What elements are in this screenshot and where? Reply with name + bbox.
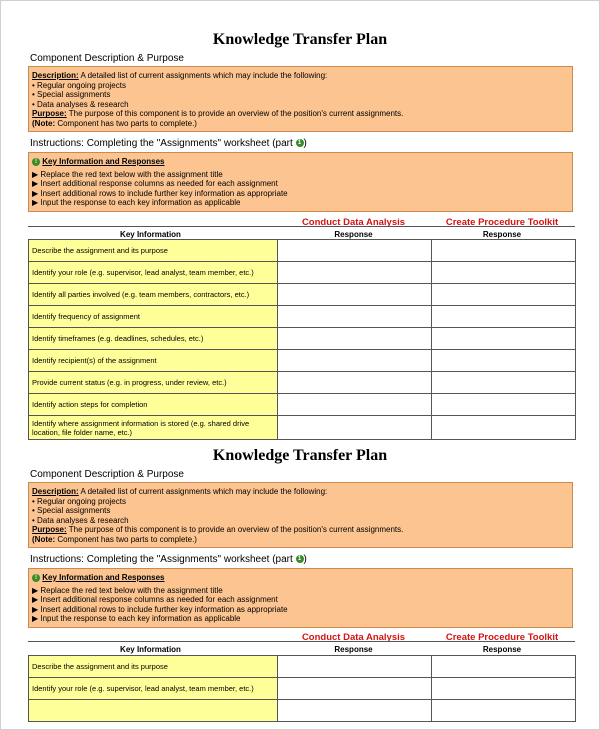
row-label: Identify where assignment information is stored (e.g. shared drive location, file folder name, etc.) [29, 416, 278, 440]
row-label: Identify frequency of assignment [29, 306, 278, 328]
key-info-box [28, 152, 573, 212]
description-box [28, 66, 573, 132]
description-box: Description: A detailed list of current assignments which may include the following: • Regular ongoing projects • Special assignments • Data analyses & research Purpose: The purpose of this component is to provide an overview of the position's current assignments. (Note: Component has two parts to complete.) [28, 482, 573, 548]
row-label: Identify action steps for completion [29, 394, 278, 416]
row-label: Describe the assignment and its purpose [29, 240, 278, 262]
response-cell[interactable] [432, 372, 576, 394]
response-cell[interactable] [278, 306, 432, 328]
col-key-information: Key Information [120, 645, 181, 654]
row-label: Identify recipient(s) of the assignment [29, 350, 278, 372]
response-cell[interactable] [278, 240, 432, 262]
part-badge-icon: 1 [296, 555, 304, 563]
description-bullet: • Data analyses & research [32, 99, 129, 109]
link-conduct-data-analysis[interactable]: Conduct Data Analysis [301, 632, 406, 643]
response-cell[interactable] [278, 262, 432, 284]
page-title: Knowledge Transfer Plan [212, 447, 388, 464]
table-row [29, 328, 576, 350]
key-info-table [28, 655, 576, 722]
row-label: Provide current status (e.g. in progress, under review, etc.) [29, 372, 278, 394]
col-response-2: Response [482, 230, 522, 239]
table-row [29, 678, 576, 700]
key-info-bullet: ▶ Insert additional response columns as needed for each assignment [32, 595, 278, 605]
key-info-table [28, 239, 576, 440]
response-cell[interactable] [278, 372, 432, 394]
response-cell[interactable] [432, 394, 576, 416]
response-cell[interactable] [278, 678, 432, 700]
response-cell[interactable] [432, 240, 576, 262]
key-info-bullet: ▶ Insert additional rows to include further key information as appropriate [32, 604, 288, 614]
col-response-1: Response [334, 645, 373, 654]
header-rule [28, 226, 575, 227]
table-row [29, 372, 576, 394]
response-cell[interactable] [278, 656, 432, 678]
table-row [29, 394, 576, 416]
row-label: Describe the assignment and its purpose [29, 656, 278, 678]
row-label: Identify your role (e.g. supervisor, lead analyst, team member, etc.) [29, 678, 278, 700]
link-create-procedure-toolkit[interactable]: Create Procedure Toolkit [445, 217, 559, 228]
key-info-bullet: ▶ Replace the red text below with the assignment title [32, 585, 223, 595]
key-info-bullet: ▶ Insert additional response columns as needed for each assignment [32, 179, 278, 189]
header-rule [28, 641, 575, 642]
response-cell[interactable] [278, 700, 432, 722]
info-badge-icon: ! [32, 574, 40, 582]
key-info-heading: Key Information and Responses [42, 157, 165, 166]
page-title: Knowledge Transfer Plan [212, 31, 388, 48]
table-row [29, 656, 576, 678]
note-text: Component has two parts to complete.) [55, 118, 197, 128]
row-label: Identify your role (e.g. supervisor, lead analyst, team member, etc.) [29, 262, 278, 284]
component-heading: Component Description & Purpose [30, 469, 184, 480]
response-cell[interactable] [432, 700, 576, 722]
key-info-bullet: ▶ Insert additional rows to include further key information as appropriate [32, 188, 288, 198]
table-row [29, 306, 576, 328]
description-bullet: • Regular ongoing projects [32, 496, 126, 506]
response-cell[interactable] [432, 678, 576, 700]
note-label: (Note: [32, 118, 56, 128]
col-key-information: Key Information [120, 230, 181, 239]
response-cell[interactable] [432, 656, 576, 678]
link-conduct-data-analysis[interactable]: Conduct Data Analysis [301, 217, 406, 228]
description-label: Description: [32, 71, 79, 80]
response-cell[interactable] [278, 284, 432, 306]
row-label: Identify timeframes (e.g. deadlines, schedules, etc.) [29, 328, 278, 350]
response-cell[interactable] [432, 416, 576, 440]
response-cell[interactable] [432, 284, 576, 306]
response-cell[interactable] [278, 328, 432, 350]
description-bullet: • Regular ongoing projects [32, 80, 126, 90]
description-bullet: • Special assignments [32, 90, 111, 100]
info-badge-icon: ! [32, 158, 40, 166]
response-cell[interactable] [278, 394, 432, 416]
col-response-2: Response [482, 645, 522, 654]
response-cell[interactable] [432, 306, 576, 328]
response-cell[interactable] [432, 350, 576, 372]
part-badge-icon: 1 [296, 139, 304, 147]
response-cell[interactable] [278, 416, 432, 440]
key-info-bullet: ▶ Input the response to each key information as applicable [32, 614, 241, 624]
row-label [29, 700, 278, 722]
table-row [29, 240, 576, 262]
key-info-bullet: ▶ Input the response to each key information as applicable [32, 198, 241, 208]
purpose-label: Purpose: [32, 109, 67, 119]
row-label: Identify all parties involved (e.g. team members, contractors, etc.) [29, 284, 278, 306]
instructions-heading: Instructions: Completing the "Assignments" worksheet (part 1 ) [30, 554, 307, 565]
link-create-procedure-toolkit[interactable]: Create Procedure Toolkit [445, 632, 559, 643]
table-row [29, 700, 576, 722]
key-info-bullet: ▶ Replace the red text below with the assignment title [32, 169, 223, 179]
instructions-text: Instructions: Completing the "Assignments" worksheet (part [30, 138, 296, 149]
col-response-1: Response [334, 230, 373, 239]
component-heading: Component Description & Purpose [30, 53, 184, 64]
description-bullet: • Data analyses & research [32, 515, 129, 525]
response-cell[interactable] [432, 262, 576, 284]
description-text: A detailed list of current assignments which may include the following: [78, 71, 328, 80]
table-row [29, 416, 576, 440]
key-info-box: ! Key Information and Responses ▶ Replace the red text below with the assignment title ▶ Insert additional response columns as needed for each assignment ▶ Insert additional rows to include further key information as appropriate ▶ Input the response to each key information as applicable [28, 568, 573, 628]
response-cell[interactable] [432, 328, 576, 350]
table-row [29, 350, 576, 372]
table-row [29, 284, 576, 306]
instructions-heading: Instructions: Completing the "Assignments" worksheet (part 1 ) [30, 138, 307, 149]
purpose-text: The purpose of this component is to provide an overview of the position's current assignments. [66, 109, 404, 119]
description-bullet: • Special assignments [32, 506, 111, 516]
response-cell[interactable] [278, 350, 432, 372]
table-row [29, 262, 576, 284]
